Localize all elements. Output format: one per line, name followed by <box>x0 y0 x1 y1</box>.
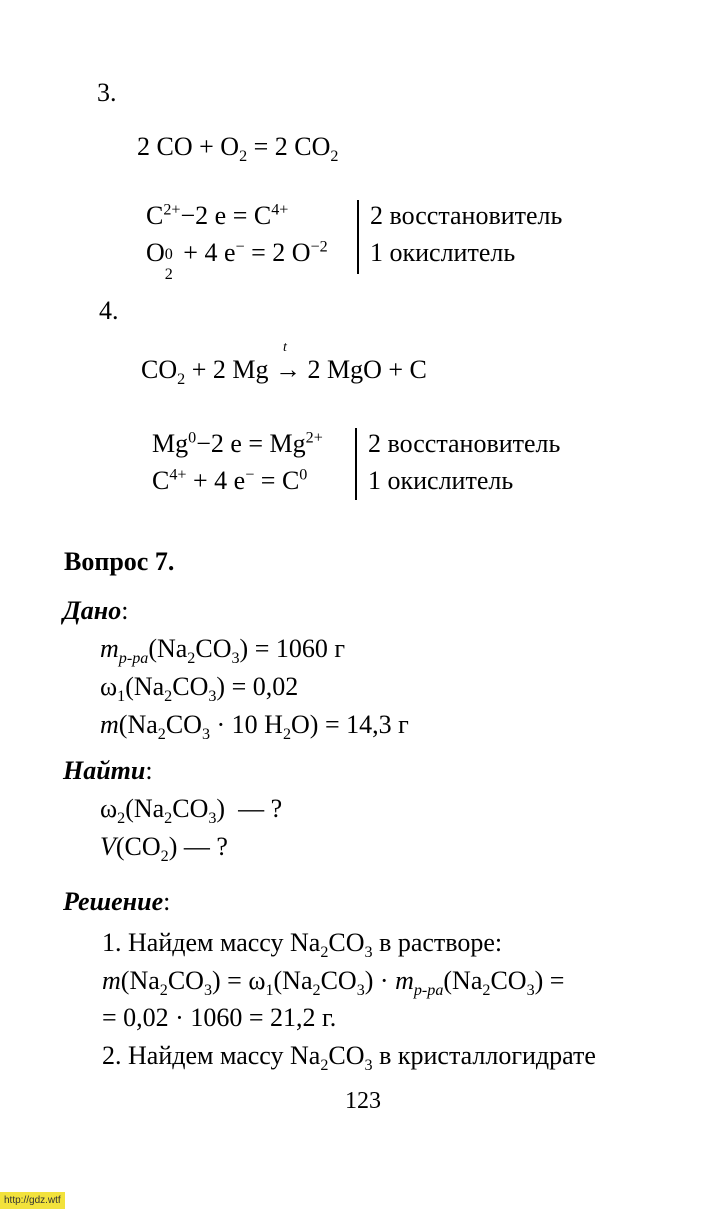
watermark-link[interactable]: http://gdz.wtf <box>0 1192 65 1209</box>
solution-step-2: 2. Найдем массу $Na_2CO_3$ в кристаллогидрате <box>102 1041 596 1075</box>
task4-oxidizer-label: 1 окислитель <box>368 466 514 495</box>
solution-label: Решение: <box>63 887 171 916</box>
given-line-3: $m(Na_2CO_3 \cdot 10$ $H_2O) = 14,3$ г <box>100 710 409 744</box>
task4-reaction: $CO_2 + 2$ Mg t → 2 MgO + C <box>141 340 427 389</box>
task3-half-reaction-1: $C^{2+}-2$ $e = C^{4+}$ <box>146 201 289 230</box>
task4-number: 4. <box>99 296 119 325</box>
solution-formula: $m(Na_2CO_3) = \omega_1(Na_2CO_3) \cdot m_{р-ра}(Na_2CO_3)$ = <box>102 966 565 1000</box>
task3-half-reaction-2: O 0 2 + 4 e− = 2 $O^{-2}$ <box>146 238 328 283</box>
question-title: Вопрос 7. <box>64 547 175 576</box>
task3-oxidizer-label: 1 окислитель <box>370 238 516 267</box>
task3-number: 3. <box>97 78 117 107</box>
task4-reducer-label: 2 восстановитель <box>368 429 561 458</box>
task4-half-reaction-2: $C^{4+} + 4$ $e^- = C^0$ <box>152 466 308 495</box>
task3-reaction: 2 CO + $O_2 = 2$ $CO_2$ <box>137 132 339 166</box>
given-line-1: $m_{р-ра}(Na_2CO_3) = 1060$ г <box>100 634 346 668</box>
task4-balance-divider <box>355 428 357 500</box>
given-line-2: $\omega_1(Na_2CO_3) = 0,02$ <box>100 672 299 706</box>
task3-balance-divider <box>357 200 359 274</box>
solution-step-1: 1. Найдем массу $Na_2CO_3$ в растворе: <box>102 928 503 962</box>
given-label: Дано: <box>63 596 129 625</box>
solution-calc: = 0,02 · 1060 = 21,2 г. <box>102 1003 337 1032</box>
find-label: Найти: <box>63 756 153 785</box>
task4-half-reaction-1: $Mg^0-2$ $e = Mg^{2+}$ <box>152 429 323 458</box>
page-number: 123 <box>345 1088 381 1114</box>
find-line-2: $V(CO_2)$ — ? <box>100 832 228 866</box>
find-line-1: $\omega_2(Na_2CO_3)$ — ? <box>100 794 283 828</box>
task3-reducer-label: 2 восстановитель <box>370 201 563 230</box>
